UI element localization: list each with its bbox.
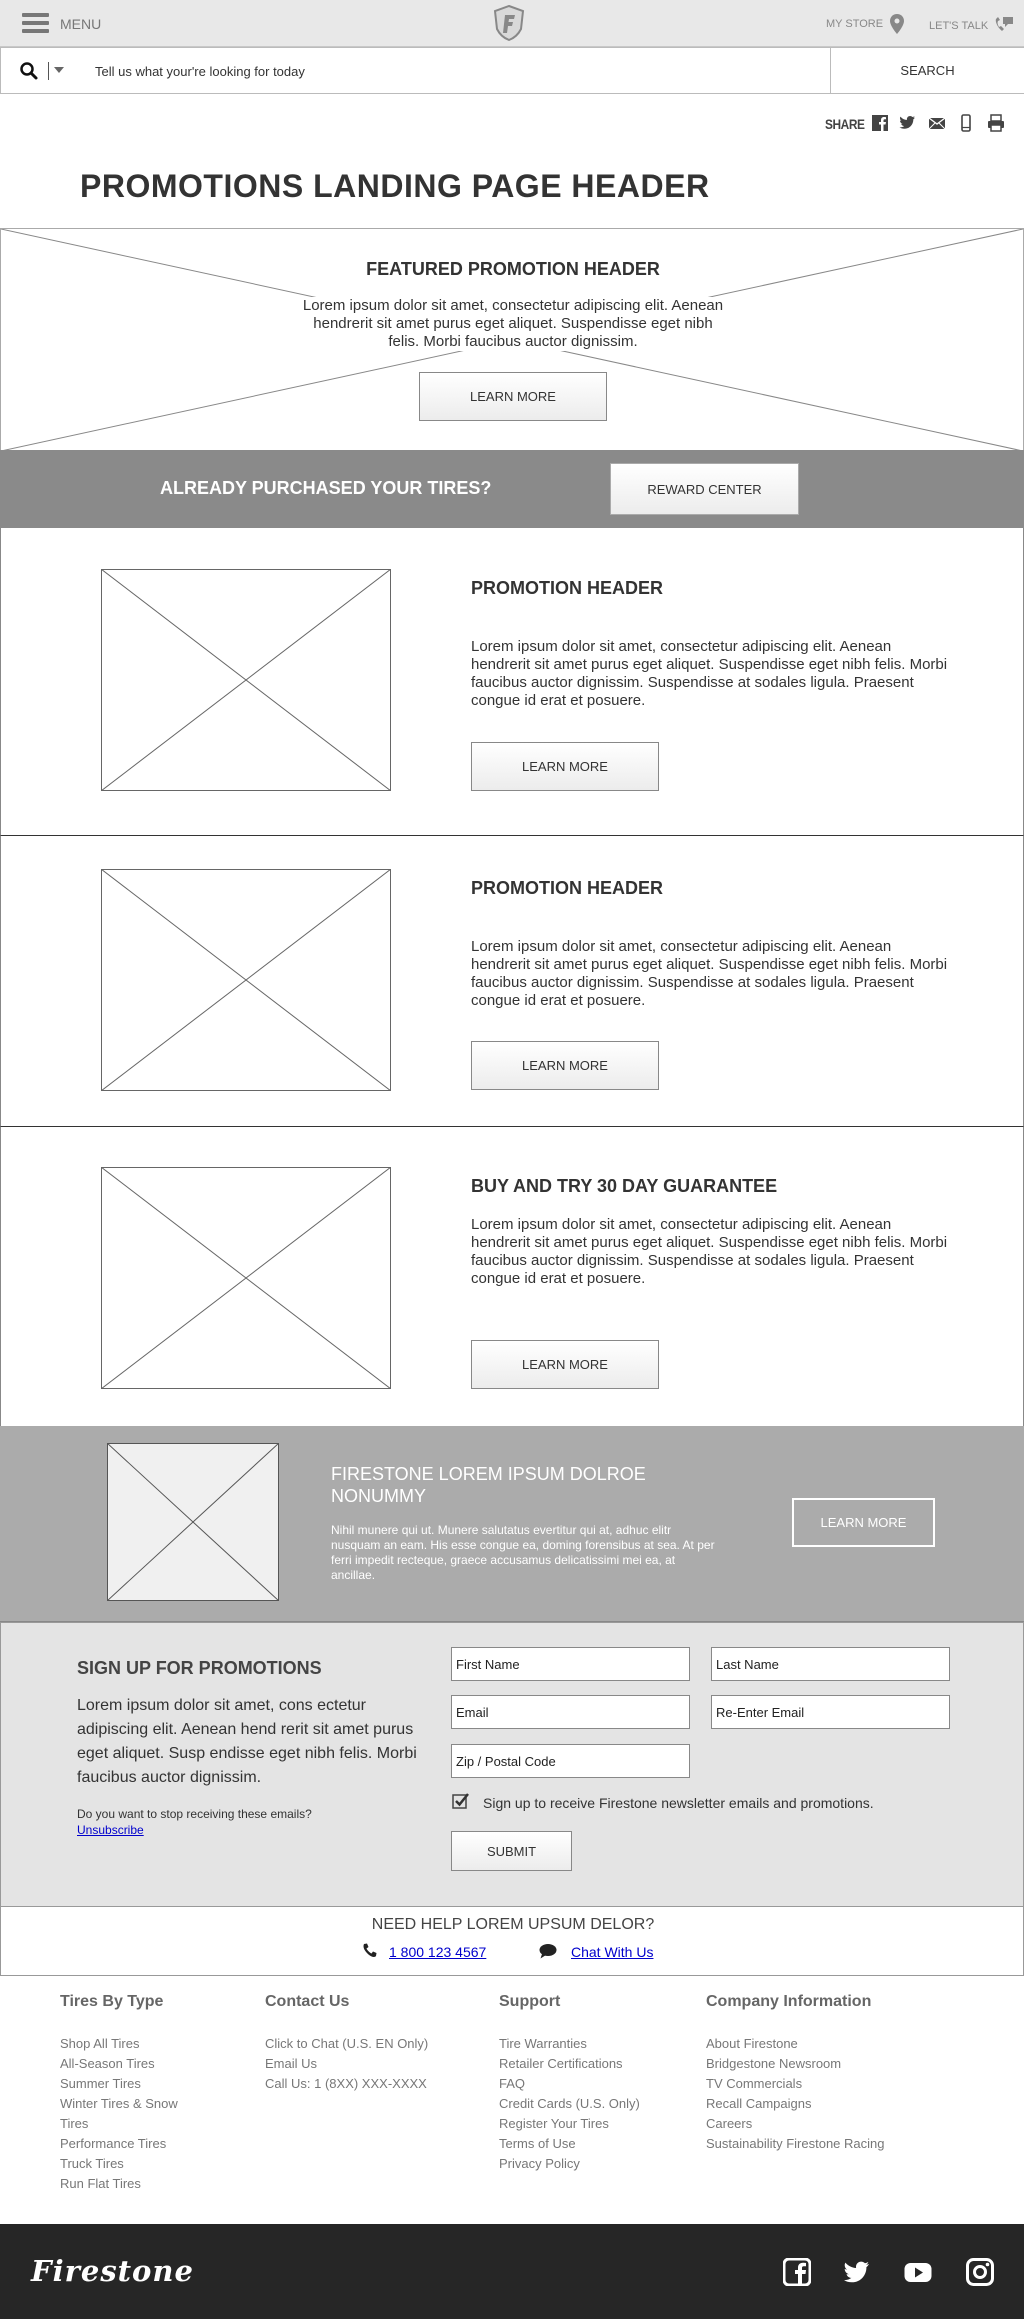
promotion-image-placeholder: [101, 1167, 391, 1389]
footer-link[interactable]: FAQ: [499, 2076, 526, 2091]
promotion-title: PROMOTION HEADER: [471, 578, 664, 598]
search-input[interactable]: [95, 60, 795, 82]
promotion-card: [0, 528, 1024, 836]
email-icon[interactable]: [928, 114, 946, 132]
footer-heading: Tires By Type: [60, 1993, 164, 2010]
footer-column-support: [499, 1993, 640, 2174]
footer-link[interactable]: Privacy Policy: [499, 2156, 580, 2171]
featured-body: Lorem ipsum dolor sit amet, consectetur adipiscing elit. Aenean hendrerit sit amet purus eget aliquet. Suspendisse eget nibh felis. Morbi faucibus auctor dignissim.: [298, 297, 728, 351]
footer-links: [0, 1977, 1024, 2224]
page-title: PROMOTIONS LANDING PAGE HEADER: [80, 168, 710, 204]
help-section: [0, 1907, 1024, 1976]
footer-link[interactable]: Winter Tires & Snow: [60, 2096, 178, 2111]
promotion-learn-more-button[interactable]: LEARN MORE: [471, 1340, 659, 1389]
footer-link[interactable]: Email Us: [265, 2056, 318, 2071]
footer-link[interactable]: Credit Cards (U.S. Only): [499, 2096, 640, 2111]
footer-column-tires: [60, 1993, 178, 2194]
footer-link[interactable]: Retailer Certifications: [499, 2056, 623, 2071]
feature-body: Nihil munere qui ut. Munere salutatus evertitur qui at, adhuc elitr nusquam an eam. His esse congue ea, doming forensibus at sea. At per ferri impedit recteque, graece accusamus delicatissimi mei ea, at ancillae.: [331, 1523, 715, 1582]
promotion-learn-more-button[interactable]: LEARN MORE: [471, 742, 659, 791]
footer-link[interactable]: Run Flat Tires: [60, 2176, 141, 2191]
firestone-logo[interactable]: Firestone: [31, 2254, 194, 2288]
promotion-body: Lorem ipsum dolor sit amet, consectetur adipiscing elit. Aenean hendrerit sit amet purus eget aliquet. Suspendisse eget nibh felis. Morbi faucibus auctor dignissim. Suspendisse at sodales ligula. Praesent congue id erat et posuere.: [471, 1216, 948, 1287]
chat-link[interactable]: Chat With Us: [571, 1944, 654, 1960]
featured-promotion: [0, 228, 1024, 450]
footer-bar: [0, 2224, 1024, 2319]
lets-talk-link[interactable]: LET'S TALK: [929, 20, 989, 32]
footer-heading: Support: [499, 1993, 561, 2010]
facebook-icon[interactable]: [783, 2258, 811, 2286]
promotion-title: PROMOTION HEADER: [471, 878, 664, 898]
email-field[interactable]: [451, 1695, 690, 1729]
footer-link[interactable]: Summer Tires: [60, 2076, 141, 2091]
submit-button[interactable]: SUBMIT: [451, 1831, 572, 1871]
reward-center-button[interactable]: REWARD CENTER: [610, 463, 799, 515]
phone-chat-icon[interactable]: [994, 15, 1014, 33]
zip-field[interactable]: [451, 1744, 690, 1778]
mobile-icon[interactable]: [957, 114, 975, 132]
location-pin-icon[interactable]: [890, 14, 904, 34]
footer-link[interactable]: Performance Tires: [60, 2136, 167, 2151]
facebook-icon[interactable]: [871, 114, 889, 132]
search-button[interactable]: SEARCH: [830, 48, 1024, 93]
promotion-learn-more-button[interactable]: LEARN MORE: [471, 1041, 659, 1090]
firestone-shield-icon[interactable]: [493, 5, 525, 41]
footer-heading: Company Information: [706, 1993, 872, 2010]
newsletter-label: Sign up to receive Firestone newsletter emails and promotions.: [483, 1795, 874, 1811]
promotion-image-placeholder: [101, 869, 391, 1091]
chat-bubble-icon: [539, 1943, 557, 1959]
reward-text: ALREADY PURCHASED YOUR TIRES?: [160, 478, 492, 498]
unsubscribe-link[interactable]: Unsubscribe: [77, 1823, 144, 1837]
phone-icon: [362, 1943, 377, 1958]
footer-link[interactable]: Recall Campaigns: [706, 2096, 812, 2111]
twitter-icon[interactable]: [842, 2258, 870, 2286]
menu-label[interactable]: MENU: [60, 16, 102, 32]
promotion-card: [0, 1127, 1024, 1426]
firestone-feature-band: [0, 1426, 1024, 1622]
signup-title: SIGN UP FOR PROMOTIONS: [77, 1658, 322, 1678]
footer-link[interactable]: Truck Tires: [60, 2156, 124, 2171]
chevron-down-icon[interactable]: [54, 67, 64, 73]
footer-link[interactable]: All-Season Tires: [60, 2056, 155, 2071]
feature-image-placeholder: [107, 1443, 279, 1601]
promotion-body: Lorem ipsum dolor sit amet, consectetur adipiscing elit. Aenean hendrerit sit amet purus eget aliquet. Suspendisse eget nibh felis. Morbi faucibus auctor dignissim. Suspendisse at sodales ligula. Praesent congue id erat et posuere.: [471, 938, 948, 1009]
last-name-field[interactable]: [711, 1647, 950, 1681]
checkbox-checked-icon[interactable]: [452, 1792, 470, 1810]
signup-section: [0, 1622, 1024, 1907]
footer-link[interactable]: Sustainability Firestone Racing: [706, 2136, 885, 2151]
youtube-icon[interactable]: [904, 2258, 932, 2286]
promotion-body: Lorem ipsum dolor sit amet, consectetur adipiscing elit. Aenean hendrerit sit amet purus eget aliquet. Suspendisse eget nibh felis. Morbi faucibus auctor dignissim. Suspendisse at sodales ligula. Praesent congue id erat et posuere.: [471, 638, 948, 709]
share-label: SHARE: [825, 116, 865, 132]
promotion-card: [0, 836, 1024, 1127]
footer-link[interactable]: Tire Warranties: [499, 2036, 587, 2051]
promotion-title: BUY AND TRY 30 DAY GUARANTEE: [471, 1176, 778, 1196]
phone-link[interactable]: 1 800 123 4567: [389, 1944, 487, 1960]
feature-title: FIRESTONE LOREM IPSUM DOLROE NONUMMY: [331, 1464, 646, 1506]
footer-link[interactable]: About Firestone: [706, 2036, 798, 2051]
signup-body: Lorem ipsum dolor sit amet, cons ectetur adipiscing elit. Aenean hend rerit sit amet purus eget aliquet. Susp endisse eget nibh felis. Morbi faucibus auctor dignissim.: [77, 1697, 417, 1786]
reenter-email-field[interactable]: [711, 1695, 950, 1729]
reward-band: [0, 450, 1024, 528]
featured-learn-more-button[interactable]: LEARN MORE: [419, 372, 607, 421]
footer-link[interactable]: Tires: [60, 2116, 89, 2131]
footer-link[interactable]: Call Us: 1 (8XX) XXX-XXXX: [265, 2076, 427, 2091]
footer-link[interactable]: Bridgestone Newsroom: [706, 2056, 842, 2071]
first-name-field[interactable]: [451, 1647, 690, 1681]
unsubscribe-question: Do you want to stop receiving these emails?: [77, 1807, 312, 1821]
footer-link[interactable]: Careers: [706, 2116, 753, 2131]
footer-column-contact: [265, 1993, 428, 2094]
search-divider: [48, 62, 49, 80]
print-icon[interactable]: [987, 114, 1005, 132]
instagram-icon[interactable]: [966, 2258, 994, 2286]
my-store-link[interactable]: MY STORE: [826, 18, 884, 30]
footer-link[interactable]: Click to Chat (U.S. EN Only): [265, 2036, 429, 2051]
feature-learn-more-button[interactable]: LEARN MORE: [792, 1498, 935, 1547]
hamburger-icon[interactable]: [22, 13, 49, 33]
search-bar: [0, 47, 1024, 94]
featured-title: FEATURED PROMOTION HEADER: [366, 259, 660, 279]
search-icon[interactable]: [19, 61, 39, 81]
footer-link[interactable]: Shop All Tires: [60, 2036, 140, 2051]
promotion-image-placeholder: [101, 569, 391, 791]
footer-heading: Contact Us: [265, 1993, 350, 2010]
help-title: NEED HELP LOREM UPSUM DELOR?: [371, 1916, 655, 1933]
footer-column-company: [706, 1993, 884, 2154]
footer-link[interactable]: TV Commercials: [706, 2076, 803, 2091]
footer-link[interactable]: Register Your Tires: [499, 2116, 609, 2131]
twitter-icon[interactable]: [898, 114, 916, 132]
footer-link[interactable]: Terms of Use: [499, 2136, 576, 2151]
top-nav-bar: [0, 0, 1024, 47]
